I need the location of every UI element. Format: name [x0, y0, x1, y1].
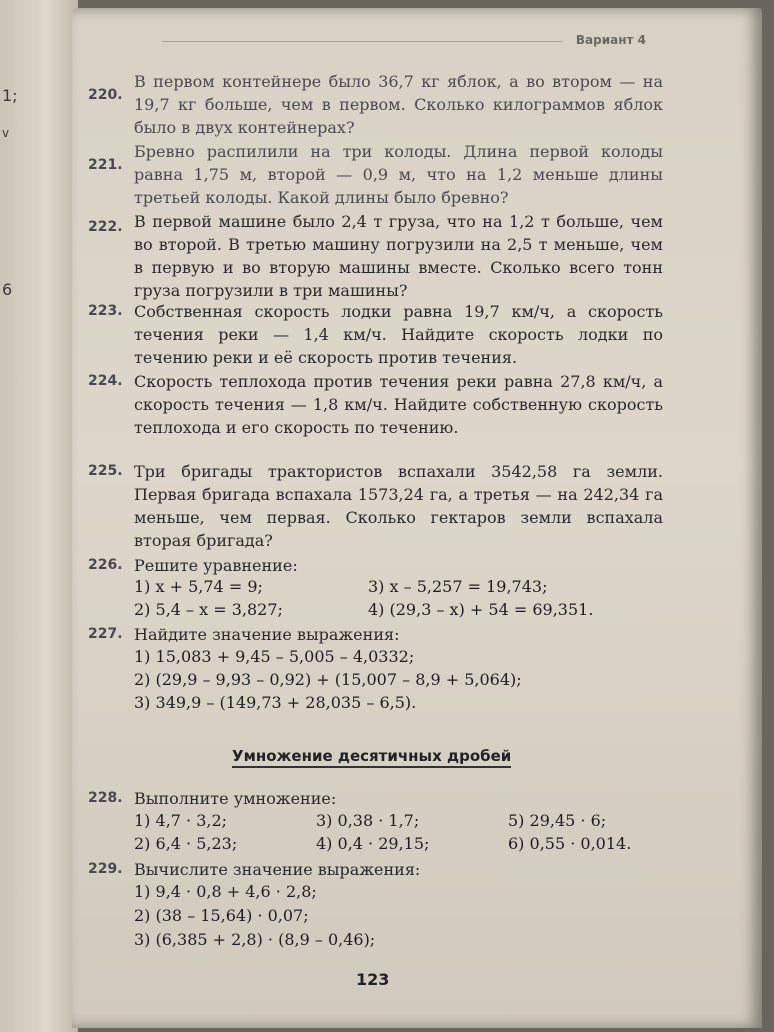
problem-text: Три бригады трактористов вспахали 3542,58 га земли. Первая бригада вспахала 1573,24 га, а третья — на 242,34 га меньше, чем первая. Сколько гектаров земли вспахала вторая бригада?	[134, 462, 663, 550]
problem-229	[88, 858, 663, 881]
problem-221	[88, 140, 663, 209]
problem-223	[88, 300, 663, 369]
problem-222	[88, 210, 663, 302]
problem-text: Собственная скорость лодки равна 19,7 км/ч, а скорость течения реки — 1,4 км/ч. Найдите скорость лодки по течению реки и её скорость против течения.	[134, 302, 663, 367]
section-title: Умножение десятичных дробей	[232, 747, 511, 768]
equation: 1) x + 5,74 = 9;	[134, 577, 263, 596]
problem-text: В первом контейнере было 36,7 кг яблок, а во втором — на 19,7 кг больше, чем в первом. Сколько килограммов яблок было в двух контейнерах?	[134, 72, 663, 137]
header-rule	[162, 41, 562, 42]
problem-227	[88, 623, 663, 646]
problem-number: 222.	[88, 219, 123, 235]
equation: 3) x – 5,257 = 19,743;	[368, 577, 548, 596]
problem-text: Выполните умножение:	[134, 789, 337, 808]
problem-number: 224.	[88, 373, 123, 389]
problem-228	[88, 787, 663, 810]
equation: 2) 5,4 – x = 3,827;	[134, 600, 283, 619]
expression: 2) (38 – 15,64) · 0,07;	[134, 906, 309, 925]
left-page-edge	[0, 0, 78, 1032]
expression: 1) 4,7 · 3,2;	[134, 811, 228, 830]
problem-text: Скорость теплохода против течения реки равна 27,8 км/ч, а скорость течения — 1,8 км/ч. Найдите собственную скорость теплохода и его скорость по течению.	[134, 372, 663, 437]
left-page-mark: v	[2, 126, 10, 140]
problem-number: 221.	[88, 157, 123, 173]
problem-text: В первой машине было 2,4 т груза, что на 1,2 т больше, чем во второй. В третью машину погрузили на 2,5 т меньше, чем в первую и во вторую машины вместе. Сколько всего тонн груза погрузили в три машины?	[134, 212, 663, 300]
problem-226	[88, 554, 663, 577]
problem-225	[88, 460, 663, 552]
problem-number: 226.	[88, 557, 123, 573]
problem-224	[88, 370, 663, 439]
problem-text: Решите уравнение:	[134, 556, 298, 575]
problem-number: 227.	[88, 626, 123, 642]
expression: 1) 9,4 · 0,8 + 4,6 · 2,8;	[134, 882, 317, 901]
equation: 4) (29,3 – x) + 54 = 69,351.	[368, 600, 594, 619]
problem-text: Найдите значение выражения:	[134, 625, 400, 644]
expression: 2) 6,4 · 5,23;	[134, 834, 238, 853]
problem-number: 223.	[88, 303, 123, 319]
problem-220	[88, 70, 663, 139]
expression: 3) (6,385 + 2,8) · (8,9 – 0,46);	[134, 930, 376, 949]
problem-number: 220.	[88, 87, 123, 103]
expression: 2) (29,9 – 9,93 – 0,92) + (15,007 – 8,9 + 5,064);	[134, 670, 522, 689]
left-page-mark: 6	[2, 280, 13, 299]
running-head-variant: Вариант 4	[575, 33, 646, 47]
problem-number: 225.	[88, 463, 123, 479]
problem-text: Вычислите значение выражения:	[134, 860, 421, 879]
expression: 5) 29,45 · 6;	[508, 811, 607, 830]
problem-text: Бревно распилили на три колоды. Длина первой колоды равна 1,75 м, второй — 0,9 м, что на 1,2 меньше длины третьей колоды. Какой длины было бревно?	[134, 142, 663, 207]
page-number: 123	[356, 970, 390, 989]
expression: 1) 15,083 + 9,45 – 5,005 – 4,0332;	[134, 647, 415, 666]
expression: 3) 349,9 – (149,73 + 28,035 – 6,5).	[134, 693, 417, 712]
expression: 4) 0,4 · 29,15;	[316, 834, 430, 853]
problem-number: 228.	[88, 790, 123, 806]
expression: 3) 0,38 · 1,7;	[316, 811, 420, 830]
expression: 6) 0,55 · 0,014.	[508, 834, 632, 853]
left-page-mark: 1;	[2, 86, 18, 105]
problem-number: 229.	[88, 861, 123, 877]
